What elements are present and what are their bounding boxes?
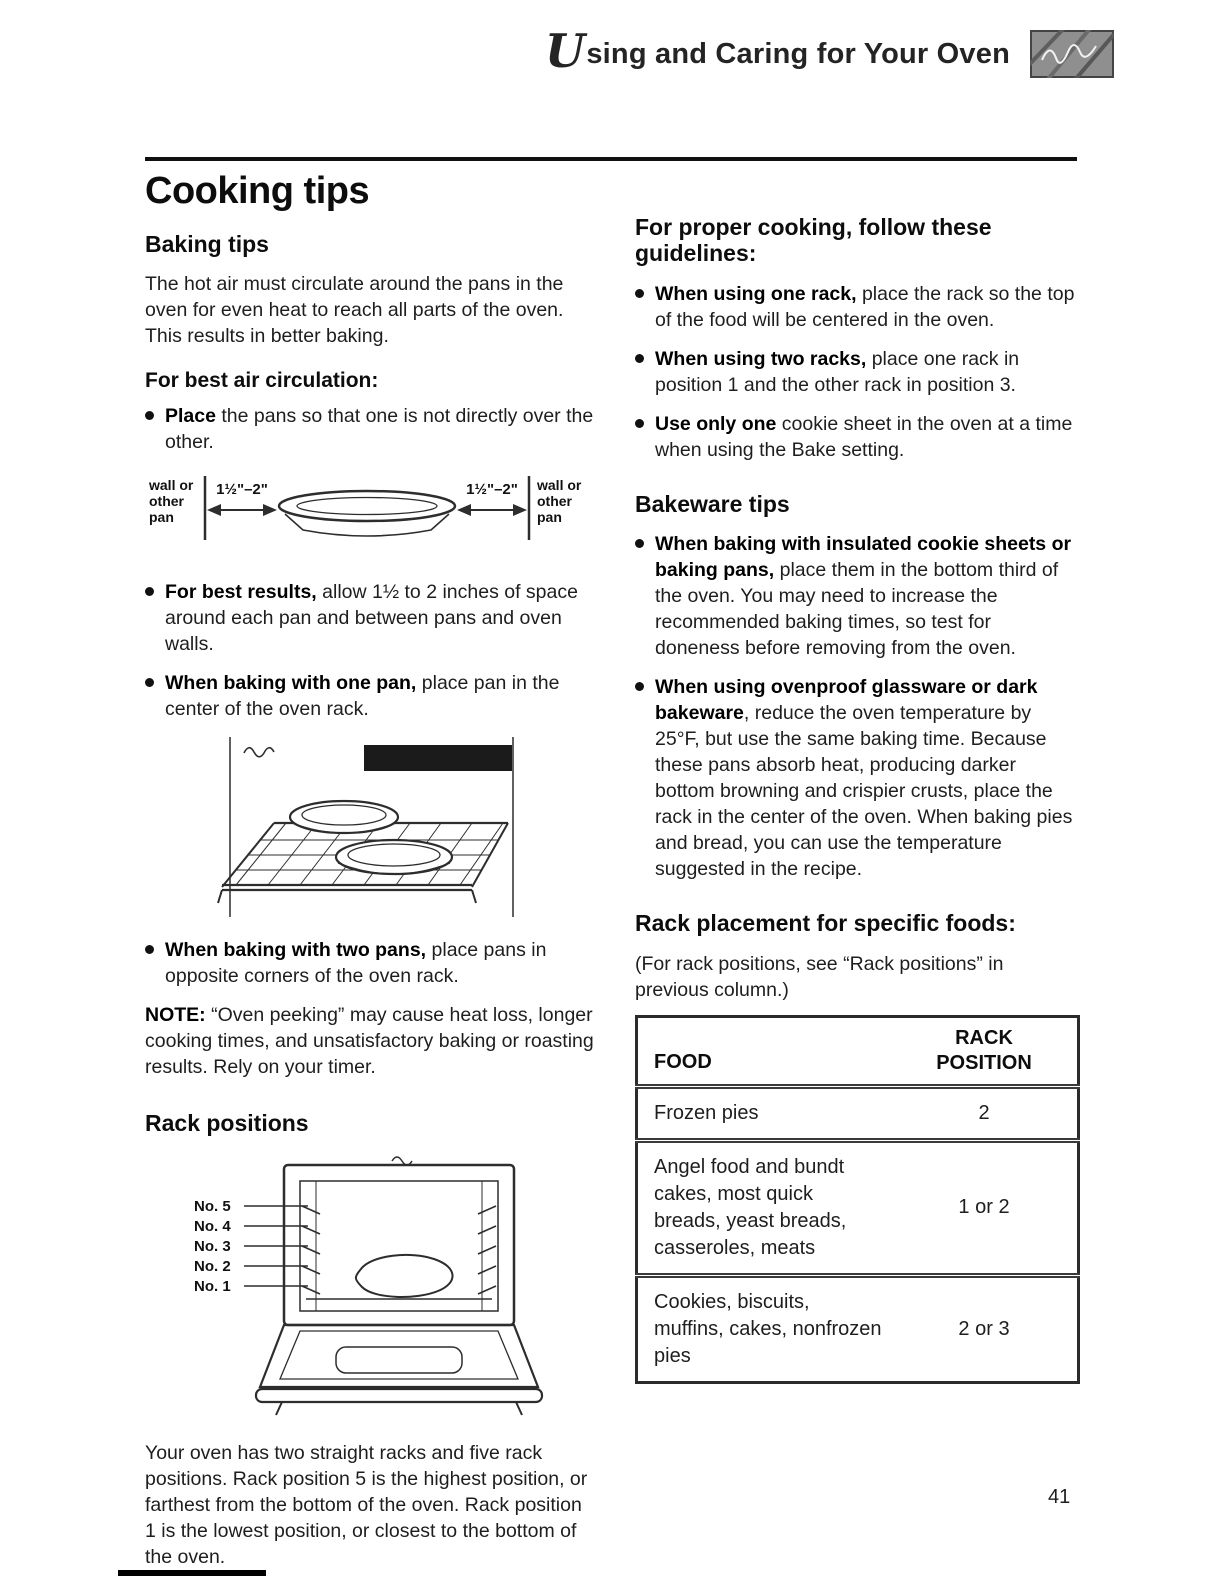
bullet-dot — [145, 678, 154, 687]
note-text — [145, 1002, 597, 1080]
bullet-lead: For best results, — [165, 581, 317, 604]
right-column — [635, 168, 1080, 1582]
baking-intro-text: The hot air must circulate around the pans in the oven for even heat to reach all parts of the oven. This results in better baking. — [145, 273, 564, 348]
rack-placement-heading: Rack placement for specific foods: — [635, 910, 1016, 937]
food-cell: Cookies, biscuits, muffins, cakes, nonfrozen pies — [637, 1275, 892, 1382]
rack-header-line2: POSITION — [936, 1051, 1032, 1074]
rack-label-1: No. 1 — [194, 1277, 231, 1295]
food-column-header: FOOD — [654, 1050, 712, 1073]
bullet-dot — [145, 945, 154, 954]
section-divider — [145, 157, 1077, 161]
rack-label-4: No. 4 — [194, 1217, 231, 1235]
bullet-rest: , reduce the oven temperature by 25°F, but use the same baking time. Because these pans absorb heat, producing darker bottom browning and crispier crusts, place the rack in the center of the oven. When baking pies and bread, you can use the temperature suggested in the recipe. — [655, 702, 1073, 881]
bullet-text — [655, 281, 1080, 333]
position-cell: 2 — [891, 1086, 1079, 1140]
bullet-dot — [635, 539, 644, 548]
wall-label-left-line2: other — [149, 493, 184, 510]
bullet-dot — [635, 354, 644, 363]
rack-placement-table — [635, 1015, 1080, 1384]
bullet-text — [655, 531, 1080, 661]
bullet-place-pans — [145, 403, 597, 455]
wall-label-left-line3: pan — [149, 509, 174, 526]
table-row — [637, 1086, 1079, 1140]
brand-emblem-icon — [1030, 30, 1114, 78]
bullet-lead: Place — [165, 405, 216, 428]
bullet-two-pans — [145, 937, 597, 989]
bakeware-tips-heading: Bakeware tips — [635, 490, 790, 517]
bullet-text — [165, 937, 597, 989]
bullet-lead: When baking with two pans, — [165, 939, 427, 962]
wall-label-right-line2: other — [537, 493, 572, 510]
header-title-text: sing and Caring for Your Oven — [586, 37, 1010, 70]
note-rest: “Oven peeking” may cause heat loss, longer cooking times, and unsatisfactory baking or roasting results. Rely on your timer. — [145, 1004, 594, 1079]
wall-label-right-line1: wall or — [537, 477, 582, 494]
rack-placement-note: (For rack positions, see “Rack positions” in previous column.) — [635, 952, 1004, 1001]
bullet-lead: When using two racks, — [655, 347, 867, 370]
rack-position-column-header — [891, 1016, 1079, 1086]
table-row — [637, 1275, 1079, 1382]
bullet-rest: the pans so that one is not directly over the other. — [165, 405, 594, 454]
pan-spacing-diagram — [145, 468, 597, 565]
bullet-lead: When baking with one pan, — [165, 672, 417, 695]
section-title: Cooking tips — [145, 170, 370, 212]
wall-label-right-line3: pan — [537, 509, 562, 526]
rack-label-5: No. 5 — [194, 1197, 231, 1215]
bullet-lead: Use only one — [655, 412, 777, 435]
guidelines-heading: For proper cooking, follow these guidelines: — [635, 214, 992, 267]
rack-header-line1: RACK — [955, 1026, 1013, 1049]
bullet-rest: place one rack in position 1 and the other rack in position 3. — [655, 347, 1020, 396]
bullet-lead: When baking with insulated cookie sheets or baking pans, — [655, 533, 1072, 582]
bullet-glassware — [635, 674, 1080, 882]
bullet-lead: When using one rack, — [655, 282, 857, 305]
bullet-rest: place pan in the center of the oven rack. — [165, 672, 560, 721]
bullet-one-rack — [635, 281, 1080, 333]
baking-tips-heading: Baking tips — [145, 231, 269, 257]
bullet-two-racks — [635, 346, 1080, 398]
bullet-rest: place pans in opposite corners of the oven rack. — [165, 939, 547, 988]
bullet-dot — [145, 587, 154, 596]
table-row — [637, 1140, 1079, 1275]
bullet-text — [165, 670, 597, 722]
scan-artifact-line — [118, 1570, 266, 1576]
bullet-dot — [145, 411, 154, 420]
position-cell: 1 or 2 — [891, 1140, 1079, 1275]
bullet-best-results — [145, 579, 597, 657]
position-cell: 2 or 3 — [891, 1275, 1079, 1382]
table-header-row — [637, 1016, 1079, 1086]
header-initial-letter: U — [545, 23, 586, 78]
food-cell: Frozen pies — [637, 1086, 892, 1140]
bullet-text — [655, 346, 1080, 398]
page-header — [545, 23, 1114, 78]
note-label: NOTE: — [145, 1004, 206, 1027]
bullet-rest: cookie sheet in the oven at a time when using the Bake setting. — [655, 412, 1073, 461]
rack-label-2: No. 2 — [194, 1257, 231, 1275]
bullet-dot — [635, 289, 644, 298]
food-cell: Angel food and bundt cakes, most quick breads, yeast breads, casseroles, meats — [637, 1140, 892, 1275]
measure-left-label: 1½"–2" — [216, 481, 268, 499]
bullet-insulated-sheets — [635, 531, 1080, 661]
air-circulation-heading: For best air circulation: — [145, 369, 379, 393]
rack-with-pans-illustration — [145, 735, 597, 925]
page-content — [145, 168, 1080, 1582]
page-title — [545, 23, 1010, 78]
bullet-rest: place them in the bottom third of the oven. You may need to increase the recommended baking times, so test for doneness before removing from the oven. — [655, 559, 1059, 660]
bullet-text — [655, 674, 1080, 882]
wall-label-left-line1: wall or — [149, 477, 194, 494]
page-number: 41 — [1048, 1486, 1071, 1508]
bullet-one-cookie-sheet — [635, 411, 1080, 463]
bullet-text — [655, 411, 1080, 463]
measure-right-label: 1½"–2" — [466, 481, 518, 499]
bullet-lead: When using ovenproof glassware or dark bakeware — [655, 676, 1038, 725]
rack-label-3: No. 3 — [194, 1237, 231, 1255]
bullet-rest: place the rack so the top of the food will be centered in the oven. — [655, 282, 1075, 331]
bullet-text — [165, 403, 597, 455]
left-column — [145, 168, 597, 1582]
rack-positions-heading: Rack positions — [145, 1110, 309, 1137]
oven-rack-positions-diagram — [145, 1151, 597, 1428]
bullet-one-pan — [145, 670, 597, 722]
rack-positions-text: Your oven has two straight racks and five rack positions. Rack position 5 is the highest position, or farthest from the bottom of the oven. Rack position 1 is the lowest position, or closest to the bottom of the oven. — [145, 1441, 588, 1568]
bullet-dot — [635, 419, 644, 428]
bullet-rest: allow 1½ to 2 inches of space around each pan and between pans and oven walls. — [165, 581, 578, 656]
bullet-text — [165, 579, 597, 657]
bullet-dot — [635, 682, 644, 691]
